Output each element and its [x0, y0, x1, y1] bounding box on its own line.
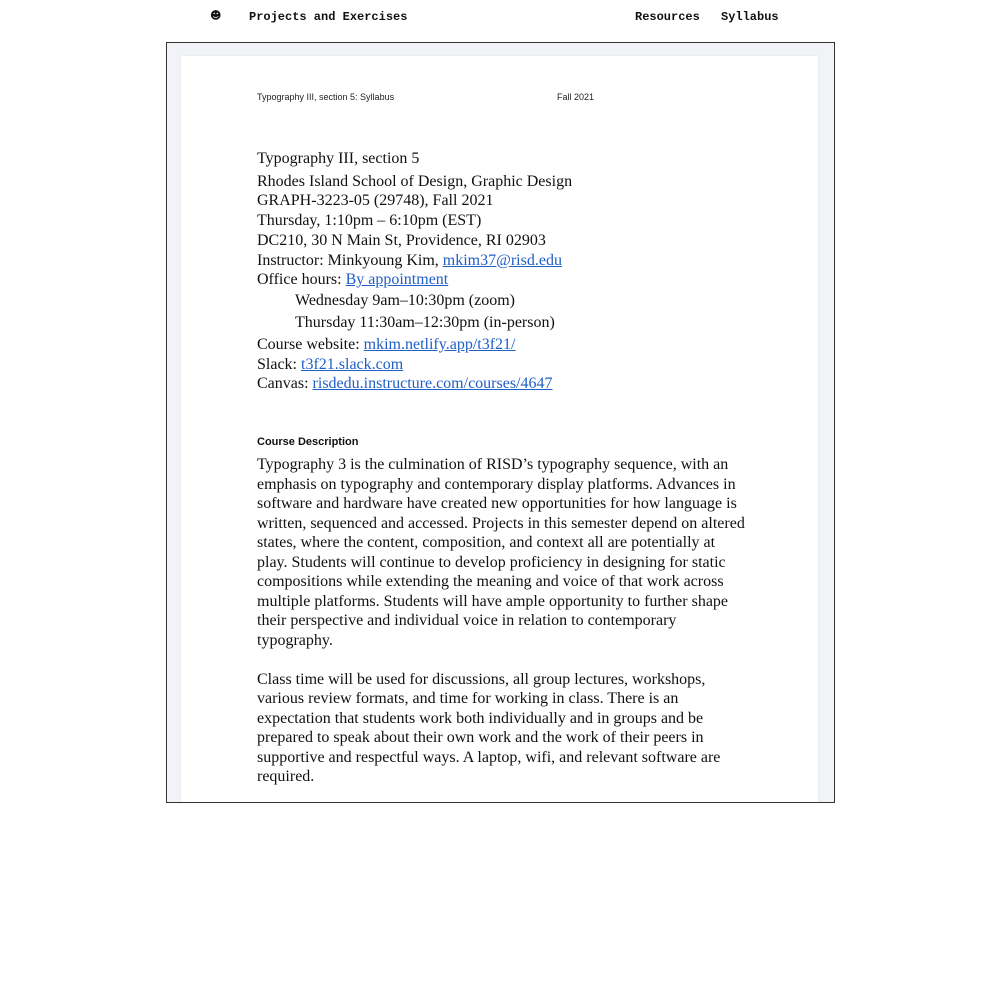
canvas-label: Canvas: [257, 375, 313, 393]
office-hours-label: Office hours: [257, 271, 346, 289]
document-page [181, 56, 818, 803]
office-hours-line [257, 270, 747, 290]
website-label: Course website: [257, 335, 364, 353]
canvas-link[interactable]: risdedu.instructure.com/courses/4647 [312, 375, 553, 393]
nav-link-syllabus[interactable]: Syllabus [721, 10, 779, 24]
home-icon[interactable]: ☻ [210, 9, 222, 22]
location-line: DC210, 30 N Main St, Providence, RI 02903 [257, 231, 546, 249]
slack-link[interactable]: t3f21.slack.com [301, 355, 404, 373]
document-viewer[interactable] [166, 42, 835, 803]
instructor-email-link[interactable]: mkim37@risd.edu [442, 251, 562, 269]
website-link[interactable]: mkim.netlify.app/t3f21/ [363, 335, 516, 353]
instructor-line [257, 251, 747, 271]
document-body [257, 149, 747, 787]
class-time-paragraph: Class time will be used for discussions, all group lectures, workshops, various review formats, and time for working in class. There is an expectation that students work both individually and in groups and be prepared to speak about their own work and the work of their peers in supportive and respectful ways. A laptop, wifi, and relevant software are required. [257, 670, 721, 786]
schedule-line: Thursday, 1:10pm – 6:10pm (EST) [257, 212, 482, 230]
course-title: Typography III, section 5 [257, 150, 420, 167]
slack-line [257, 355, 747, 375]
website-line [257, 335, 747, 355]
school-line: Rhodes Island School of Design, Graphic Design [257, 172, 573, 190]
course-description-paragraph: Typography 3 is the culmination of RISD’s typography sequence, with an emphasis on typography and contemporary display platforms. Advances in software and hardware have created new opportunities for how language is written, sequenced and accessed. Projects in this semester depend on altered states, where the content, composition, and context all are potentially at play. Students will continue to develop proficiency in designing for static compositions while extending the meaning and voice of that work across multiple platforms. Students will have ample opportunity to further shape their perspective and individual voice in relation to contemporary typography. [257, 456, 745, 649]
canvas-line [257, 374, 747, 394]
course-description-heading: Course Description [257, 436, 359, 449]
document-header-term: Fall 2021 [557, 92, 595, 102]
nav-link-resources[interactable]: Resources [635, 10, 700, 24]
instructor-label: Instructor: Minkyoung Kim, [257, 251, 443, 269]
top-navigation [0, 0, 1000, 34]
office-hours-wednesday: Wednesday 9am–10:30pm (zoom) [295, 291, 515, 309]
course-code-line: GRAPH-3223-05 (29748), Fall 2021 [257, 192, 494, 210]
document-header-title: Typography III, section 5: Syllabus [257, 92, 395, 102]
slack-label: Slack: [257, 355, 301, 373]
office-hours-link[interactable]: By appointment [345, 271, 449, 289]
nav-link-projects[interactable]: Projects and Exercises [249, 10, 408, 24]
office-hours-thursday: Thursday 11:30am–12:30pm (in-person) [295, 314, 555, 332]
